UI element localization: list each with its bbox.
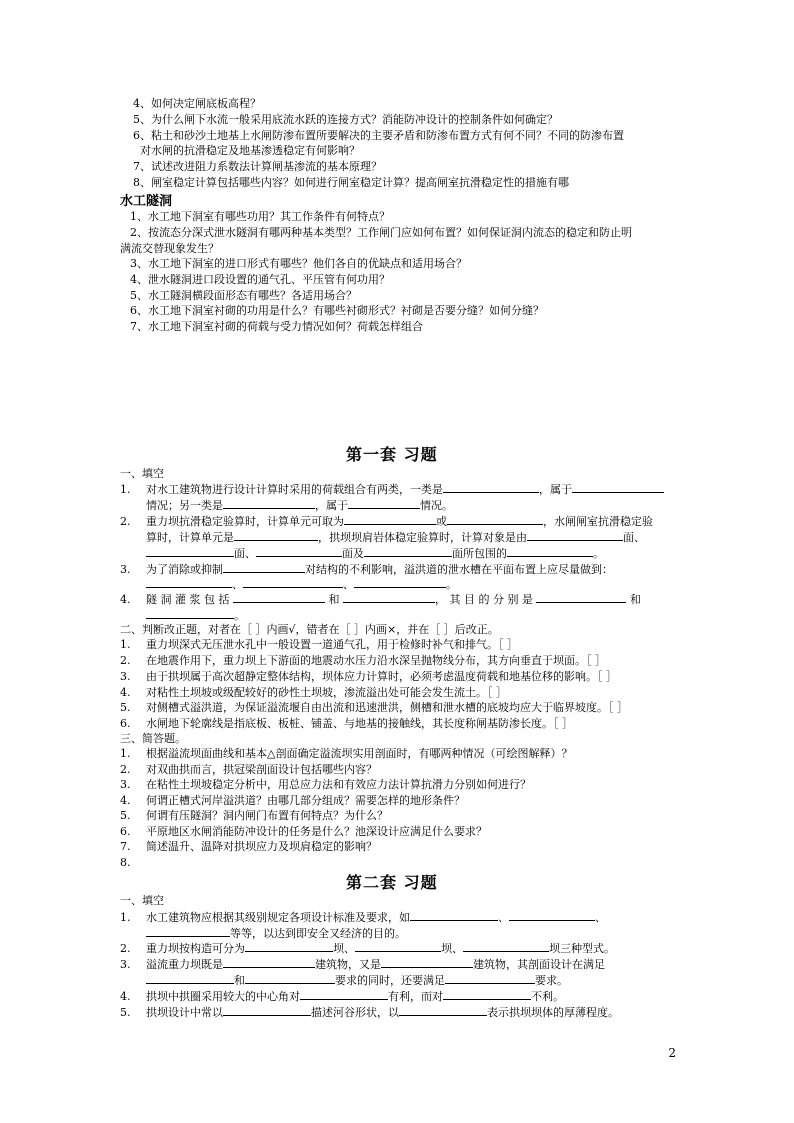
blank[interactable] xyxy=(364,545,452,557)
blank[interactable] xyxy=(300,988,388,1000)
gate-question-4: 4、如何决定闸底板高程？ xyxy=(133,97,261,110)
set1-fill-1: 1. 对水工建筑物进行设计计算时采用的荷载组合有两类，一类是 ，属于 xyxy=(120,481,664,497)
blank[interactable] xyxy=(243,576,343,588)
blank[interactable] xyxy=(233,591,325,603)
set1-short-7: 7. 简述温升、温降对拱坝应力及坝肩稳定的影响？ xyxy=(120,840,377,853)
set1-short-heading: 三、简答题。 xyxy=(120,732,186,745)
blank[interactable] xyxy=(256,545,342,557)
tunnel-question-5: 5、水工隧洞横段面形态有哪些？各适用场合？ xyxy=(130,289,357,302)
blank[interactable] xyxy=(223,497,315,509)
set1-fill-3: 3. 为了消除或抑制 对结构的不利影响，溢洪道的泄水槽在平面布置上应尽量做到： xyxy=(120,563,613,576)
tunnel-question-1: 1、水工地下洞室有哪些功用？其工作条件有何特点？ xyxy=(130,210,390,223)
page-number: 2 xyxy=(668,1046,676,1060)
blank[interactable] xyxy=(146,972,234,984)
tunnel-question-3: 3、水工地下洞室的进口形式有哪些？他们各自的优缺点和适用场合？ xyxy=(130,257,467,270)
blank[interactable] xyxy=(507,545,593,557)
gate-question-6-cont: 对水闸的抗滑稳定及地基渗透稳定有何影响？ xyxy=(140,144,360,157)
blank[interactable] xyxy=(146,607,234,619)
blank[interactable] xyxy=(343,591,435,603)
blank[interactable] xyxy=(355,940,441,952)
blank[interactable] xyxy=(348,497,420,509)
blank[interactable] xyxy=(509,909,595,921)
blank[interactable] xyxy=(223,561,305,573)
blank[interactable] xyxy=(443,988,531,1000)
tunnel-question-4: 4、泄水隧洞进口段设置的通气孔、平压管有何功用？ xyxy=(130,273,390,286)
blank[interactable] xyxy=(245,972,335,984)
tunnel-question-2-cont: 满流交替现象发生？ xyxy=(120,242,219,255)
set1-fill-2-cont: 算时，计算单元是 ，拱坝坝肩岩体稳定验算时，计算对象是由 面、 xyxy=(146,531,645,544)
gate-question-7: 7、试述改进阻力系数法计算闸基渗流的基本原理？ xyxy=(133,160,382,173)
set2-fill-4: 4. 拱坝中拱圈采用较大的中心角对 有利，而对 不利。 xyxy=(120,990,564,1003)
set2-fill-3: 3. 溢流重力坝既是 建筑物，又是 建筑物，其剖面设计在满足 xyxy=(120,958,605,971)
blank[interactable] xyxy=(445,972,535,984)
set1-judge-3: 3. 由于拱坝属于高次超静定整体结构，坝体应力计算时，必须考虑温度荷载和地基位移的影响。［ ］ xyxy=(120,670,617,683)
tunnel-question-7: 7、水工地下洞室衬砌的荷载与受力情况如何？荷载怎样组合 xyxy=(130,320,423,333)
set1-short-2: 2. 对双曲拱而言，拱冠梁剖面设计包括哪些内容？ xyxy=(120,763,377,776)
set1-short-4: 4. 何谓正槽式河岸溢洪道？由哪几部分组成？需要怎样的地形条件？ xyxy=(120,794,465,807)
set1-judge-1: 1. 重力坝深式无压泄水孔中一般设置一道通气孔，用于检修时补气和排气。［ ］ xyxy=(120,638,518,651)
blank[interactable] xyxy=(463,940,549,952)
gate-question-8: 8、闸室稳定计算包括哪些内容？如何进行闸室稳定计算？提高闸室抗滑稳定性的措施有哪 xyxy=(133,176,569,189)
set1-short-6: 6. 平原地区水闸消能防冲设计的任务是什么？池深设计应满足什么要求？ xyxy=(120,825,487,838)
set1-judge-4: 4. 对粘性土坝坡或级配较好的砂性土坝坡，渗流溢出处可能会发生流土。［ ］ xyxy=(120,686,507,699)
set1-fill-3-cont: 、 、 。 xyxy=(146,576,457,592)
gate-question-5: 5、为什么闸下水流一般采用底流水跃的连接方式？消能防冲设计的控制条件如何确定？ xyxy=(133,113,558,126)
blank[interactable] xyxy=(381,956,473,968)
set1-fill-2: 2. 重力坝抗滑稳定验算时，计算单元可取为 或 ，水闸闸室抗滑稳定验 xyxy=(120,515,653,528)
tunnel-question-6: 6、水工地下洞室衬砌的功用是什么？有哪些衬砌形式？衬砌是否要分缝？如何分缝？ xyxy=(130,304,544,317)
set1-fill-1-cont: 情况；另一类是 ，属于 情况。 xyxy=(146,499,453,512)
set1-judge-heading: 二、判断改正题，对者在［ ］内画√，错者在［ ］内画×，并在［ ］后改正。 xyxy=(120,623,499,636)
tunnel-question-2: 2、按流态分深式泄水隧洞有哪两种基本类型？工作闸门应如何布置？如何保证洞内流态的稳定和防止明 xyxy=(130,226,632,239)
set1-short-3: 3. 在粘性土坝坡稳定分析中，用总应力法和有效应力法计算抗滑力分别如何进行？ xyxy=(120,778,531,791)
set1-fill-heading: 一、填空 xyxy=(120,467,164,480)
blank[interactable] xyxy=(234,529,318,541)
blank[interactable] xyxy=(536,591,626,603)
blank[interactable] xyxy=(447,513,543,525)
blank[interactable] xyxy=(410,909,498,921)
blank[interactable] xyxy=(443,481,539,493)
set1-fill-2-cont2: 面、 面及 面所包围的 。 xyxy=(146,545,604,561)
blank[interactable] xyxy=(527,529,623,541)
blank[interactable] xyxy=(344,513,436,525)
blank[interactable] xyxy=(354,576,446,588)
set1-fill-4-cont: 。 xyxy=(146,607,245,623)
set1-judge-2: 2. 在地震作用下，重力坝上下游面的地震动水压力沿水深呈抛物线分布，其方向垂直于坝面。［ ］ xyxy=(120,654,606,667)
set1-fill-4: 4. 隧 洞 灌 浆 包 括 和 ， 其 目 的 分 别 是 和 xyxy=(120,593,641,606)
set1-judge-6: 6. 水闸地下轮廓线是指底板、板桩、铺盖、与地基的接触线，其长度称闸基防渗长度。［ ］ xyxy=(120,717,573,730)
blank[interactable] xyxy=(223,1004,311,1016)
set1-short-5: 5. 何谓有压隧洞？洞内闸门布置有何特点？为什么？ xyxy=(120,809,388,822)
blank[interactable] xyxy=(399,1004,487,1016)
set2-fill-5: 5. 拱坝设计中常以 描述河谷形状，以 表示拱坝坝体的厚薄程度。 xyxy=(120,1006,619,1019)
set2-fill-1-cont: 等等，以达到即安全又经济的目的。 xyxy=(146,925,406,941)
blank[interactable] xyxy=(146,545,234,557)
blank[interactable] xyxy=(223,956,315,968)
blank[interactable] xyxy=(245,940,333,952)
blank[interactable] xyxy=(146,925,230,937)
set2-fill-heading: 一、填空 xyxy=(120,894,164,907)
set2-title: 第二套 习题 xyxy=(346,873,438,892)
item-number: 1. xyxy=(120,483,131,496)
set1-judge-5: 5. 对侧槽式溢洪道，为保证溢流堰自由出流和迅速泄洪，侧槽和泄水槽的底坡均应大于临界坡度。［ ］ xyxy=(120,701,628,714)
set2-fill-1: 1. 水工建筑物应根据其级别规定各项设计标准及要求，如 、 、 xyxy=(120,911,606,924)
blank[interactable] xyxy=(146,576,232,588)
set1-title: 第一套 习题 xyxy=(346,445,438,464)
section-heading-tunnel: 水工隧洞 xyxy=(120,194,173,209)
set2-fill-2: 2. 重力坝按构造可分为 坝、 坝、 坝三种型式。 xyxy=(120,942,615,955)
gate-question-6: 6、粘土和砂沙土地基上水闸防渗布置所要解决的主要矛盾和防渗布置方式有何不同？不同的防渗布置 xyxy=(133,129,624,142)
set2-fill-3-cont: 和 要求的同时，还要满足 要求。 xyxy=(146,972,568,988)
set1-short-8: 8. xyxy=(120,856,131,869)
set1-short-1: 1. 根据溢流坝面曲线和基本△剖面确定溢流坝实用剖面时，有哪两种情况（可绘图解释）？ xyxy=(120,747,573,760)
blank[interactable] xyxy=(572,481,664,493)
